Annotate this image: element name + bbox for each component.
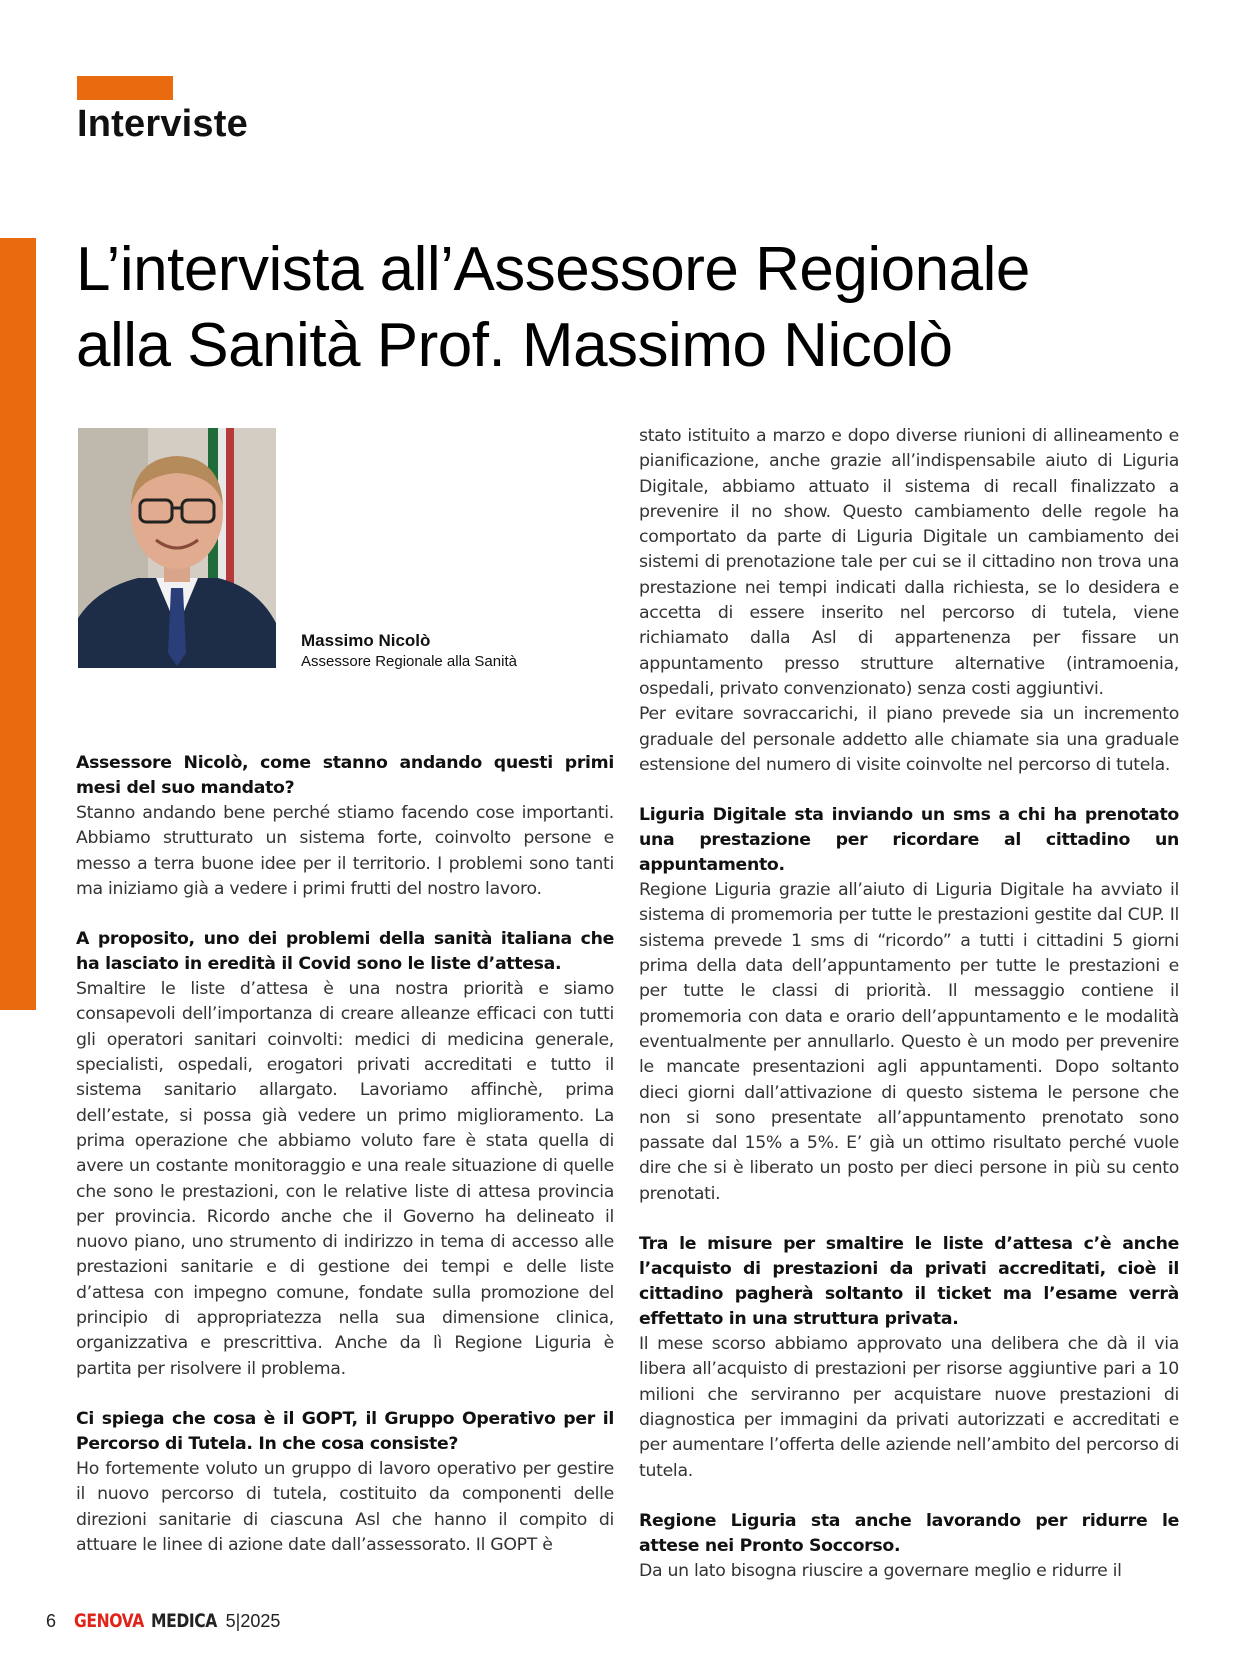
- photo-caption-name: Massimo Nicolò: [301, 631, 431, 650]
- question-4: Liguria Digitale sta inviando un sms a chi ha prenotato una prestazione per ricordare al cittadino un appuntamento.: [639, 805, 1179, 876]
- answer-1: Stanno andando bene perché stiamo facendo cose importanti. Abbiamo strutturato un sistema forte, coinvolto persone e messo a terra buone idee per il territorio. I problemi sono tanti ma iniziamo già a vedere i primi frutti del nostro lavoro.: [76, 803, 614, 899]
- section-label: Interviste: [77, 103, 248, 145]
- issue-number: 5|2025: [225, 1611, 281, 1631]
- text-column-right: [639, 424, 1179, 1584]
- answer-2: Smaltire le liste d’attesa è una nostra priorità e siamo consapevoli dell’importanza di creare alleanze efficaci con tutti gli operatori sanitari coinvolti: medici di medicina generale, specialisti, ospedali, erogatori privati accreditati e tutto il sistema sanitario allargato. Lavoriamo affinchè, prima dell’estate, si possa già vedere un primo miglioramento. La prima operazione che abbiamo voluto fare è stata quella di avere un costante monitoraggio e una reale situazione di quelle che sono le prestazioni, con le relative liste di attesa provincia per provincia. Ricordo anche che il Governo ha delineato il nuovo piano, uno strumento di indirizzo in tema di accesso alle prestazioni sanitarie e di gestione dei tempi e delle liste d’attesa con impegno comune, fondate sulla promozione del principio di appropriatezza nella sua dimensione clinica, organizzativa e prescrittiva. Anche da lì Regione Liguria è partita per risolvere il problema.: [76, 979, 614, 1379]
- answer-3: Ho fortemente voluto un gruppo di lavoro operativo per gestire il nuovo percorso di tutela, costituito da componenti delle direzioni sanitarie di ciascuna Asl che hanno il compito di attuare le linee di azione date dall’assessorato. Il GOPT è: [76, 1458, 614, 1555]
- answer-3-continued: stato istituito a marzo e dopo diverse riunioni di allineamento e pianificazione, anche grazie all’indispensabile aiuto di Liguria Digitale, abbiamo attuato il sistema di recall finalizzato a prevenire il no show. Questo cambiamento delle regole ha comportato da parte di Liguria Digitale un cambiamento dei sistemi di prenotazione tale per cui se il cittadino non trova una prestazione nei tempi indicati dalla richiesta, se lo desidera e accetta di essere inserito nel percorso di tutela, viene richiamato dalla Asl di appartenenza per fissare un appuntamento presso strutture alternative (intramoenia, ospedali, privato convenzionato) senza costi aggiuntivi.: [639, 426, 1179, 699]
- question-3: Ci spiega che cosa è il GOPT, il Gruppo Operativo per il Percorso di Tutela. In che cosa consiste?: [76, 1408, 614, 1454]
- text-column-left: [76, 751, 614, 1558]
- article-headline: [76, 232, 1176, 384]
- portrait-photo: [78, 428, 276, 668]
- question-2: A proposito, uno dei problemi della sanità italiana che ha lasciato in eredità il Covid sono le liste d’attesa.: [76, 929, 614, 975]
- brand-logo-genova: GENOVA: [74, 1610, 144, 1632]
- headline-line-2: alla Sanità Prof. Massimo Nicolò: [76, 311, 953, 380]
- photo-caption-role: Assessore Regionale alla Sanità: [301, 653, 517, 670]
- question-5: Tra le misure per smaltire le liste d’attesa c’è anche l’acquisto di prestazioni da privati accreditati, cioè il cittadino pagherà soltanto il ticket ma l’esame verrà effettato in una struttura privata.: [639, 1234, 1179, 1330]
- headline-line-1: L’intervista all’Assessore Regionale: [76, 235, 1030, 304]
- page-number: 6: [46, 1611, 57, 1631]
- section-accent-bar: [77, 76, 173, 100]
- answer-5: Il mese scorso abbiamo approvato una delibera che dà il via libera all’acquisto di prestazioni per risorse aggiuntive pari a 10 milioni che serviranno per acquistare nuove prestazioni di diagnostica per immagini da privati autorizzati e accreditati e per aumentare l’offerta delle aziende nell’ambito del percorso di tutela.: [639, 1334, 1179, 1481]
- question-6: Regione Liguria sta anche lavorando per ridurre le attese nei Pronto Soccorso.: [639, 1510, 1179, 1556]
- answer-3-continued-2: Per evitare sovraccarichi, il piano prevede sia un incremento graduale del personale addetto alle chiamate sia una graduale estensione del numero di visite coinvolte nel percorso di tutela.: [639, 704, 1179, 775]
- side-accent-stripe: [0, 238, 36, 1010]
- question-1: Assessore Nicolò, come stanno andando questi primi mesi del suo mandato?: [76, 753, 614, 798]
- page-footer: [46, 1610, 280, 1638]
- brand-logo-medica: MEDICA: [151, 1610, 218, 1632]
- answer-4: Regione Liguria grazie all’aiuto di Liguria Digitale ha avviato il sistema di promemoria per tutte le prestazioni gestite dal CUP. Il sistema prevede 1 sms di “ricordo” a tutti i cittadini 5 giorni prima della data dell’appuntamento per tutte le prestazioni e per tutte le classi di priorità. Il messaggio contiene il promemoria con data e orario dell’appuntamento e le modalità eventualmente per annullarlo. Questo è un modo per prevenire le mancate presentazioni agli appuntamenti. Dopo soltanto dieci giorni dall’attivazione di questo sistema le persone che non si sono presentate all’appuntamento prenotato sono passate dal 15% a 5%. E’ già un ottimo risultato perché vuole dire che si è liberato un posto per dieci persone in più su cento prenotati.: [639, 880, 1179, 1204]
- answer-6: Da un lato bisogna riuscire a governare meglio e ridurre il: [639, 1560, 1122, 1581]
